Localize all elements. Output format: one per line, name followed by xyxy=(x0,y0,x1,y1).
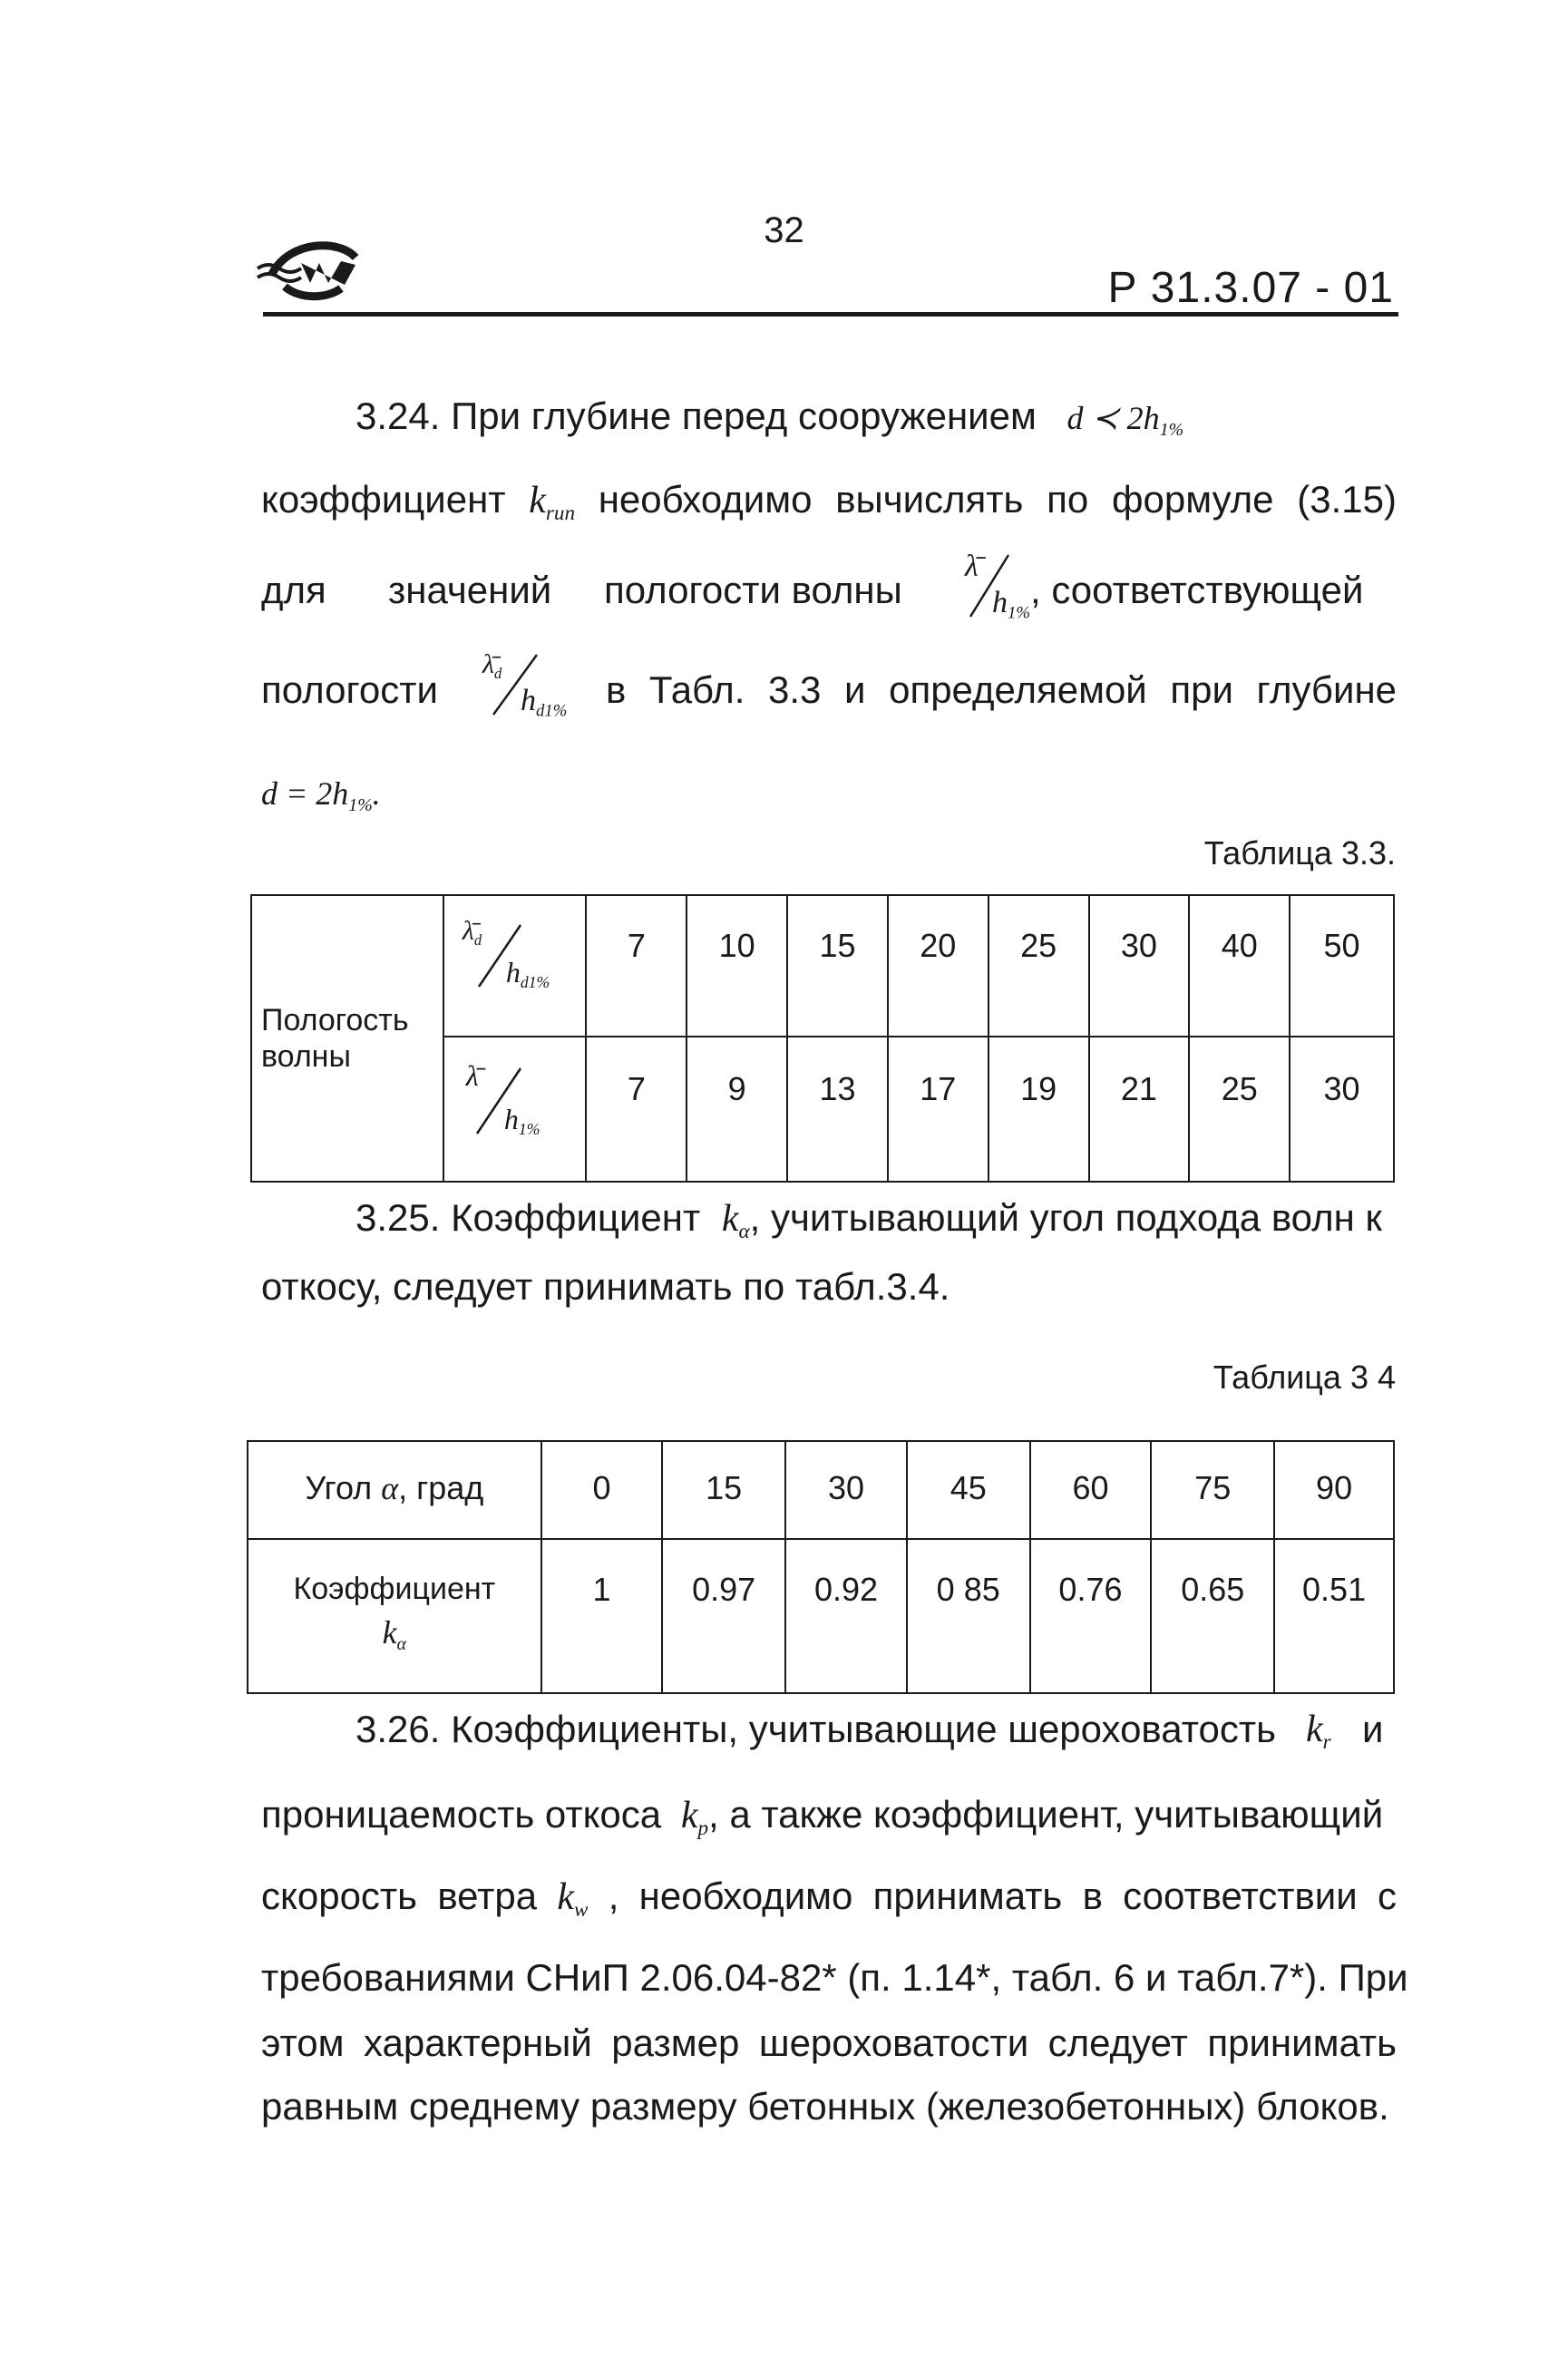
value-cell: 40 xyxy=(1189,895,1290,1037)
angle-cell: 0 xyxy=(541,1441,663,1539)
value-cell: 50 xyxy=(1290,895,1394,1037)
organization-logo-icon xyxy=(254,238,372,301)
angle-cell: 15 xyxy=(662,1441,785,1539)
angle-cell: 90 xyxy=(1274,1441,1394,1539)
value-cell: 7 xyxy=(586,1037,687,1182)
k-p-symbol: $k_p$ xyxy=(680,1795,709,1840)
coefficient-cell: 0.92 xyxy=(785,1539,907,1693)
k-w-symbol: $k_w$ xyxy=(557,1876,589,1922)
angle-cell: 75 xyxy=(1151,1441,1274,1539)
para-3-25-line-2: откосу, следует принимать по табл.3.4. xyxy=(261,1265,950,1308)
coefficient-cell: 0 85 xyxy=(907,1539,1030,1693)
table-3-3 xyxy=(250,894,1395,1183)
k-run-symbol: $k_{run}$ xyxy=(529,480,575,525)
value-cell: 25 xyxy=(1189,1037,1290,1182)
para-3-26-line-3: скорость ветра $k_w$ , необходимо принимать в соответствии с xyxy=(261,1875,1397,1922)
table-3-4-row-angle xyxy=(248,1441,1394,1539)
page-number: 32 xyxy=(764,210,804,250)
para-3-26-line-5: этом характерный размер шероховатости следует принимать xyxy=(261,2021,1397,2064)
para-3-26-line-6: равным среднему размеру бетонных (железобетонных) блоков. xyxy=(261,2085,1389,2128)
coefficient-cell: 0.51 xyxy=(1274,1539,1394,1693)
value-cell: 15 xyxy=(787,895,888,1037)
coefficient-cell: 0.65 xyxy=(1151,1539,1274,1693)
k-r-symbol: $k_r$ xyxy=(1306,1709,1331,1754)
value-cell: 30 xyxy=(1290,1037,1394,1182)
alpha-symbol: α xyxy=(381,1470,399,1506)
value-cell: 20 xyxy=(888,895,989,1037)
value-cell: 25 xyxy=(989,895,1089,1037)
para-3-24-line-2: коэффициент $k_{run}$ необходимо вычислять по формуле (3.15) xyxy=(261,478,1397,525)
value-cell: 17 xyxy=(888,1037,989,1182)
para-3-24-line-3: для значений пологости волны λ̄ $h_{1\%}$ , соответствующей xyxy=(261,571,1397,659)
para-3-26-line-4: требованиями СНиП 2.06.04-82* (п. 1.14*, табл. 6 и табл.7*). При xyxy=(261,1956,1408,1999)
table-3-4-caption: Таблица 3 4 xyxy=(1213,1359,1396,1396)
coefficient-cell: 1 xyxy=(541,1539,663,1693)
table-3-4-row-coefficient xyxy=(248,1539,1394,1693)
value-cell: 19 xyxy=(989,1037,1089,1182)
angle-cell: 30 xyxy=(785,1441,907,1539)
row-label-cell: Пологость волны xyxy=(251,895,443,1182)
depth-condition-formula: d ≺ $2h_{1\%}$ xyxy=(1066,400,1184,440)
header-rule xyxy=(263,312,1398,317)
coefficient-header-cell: Коэффициент $k_\alpha$ xyxy=(248,1539,541,1693)
coefficient-cell: 0.97 xyxy=(662,1539,785,1693)
table-3-3-caption: Таблица 3.3. xyxy=(1203,834,1396,872)
para-3-25-line-1: 3.25. Коэффициент $k_\alpha$, учитывающий угол подхода волн к xyxy=(355,1196,1382,1243)
coefficient-cell: 0.76 xyxy=(1030,1539,1152,1693)
value-cell: 9 xyxy=(687,1037,787,1182)
angle-header-cell: Угол α, град xyxy=(248,1441,541,1539)
table-3-4 xyxy=(247,1440,1395,1694)
steepness-fraction: λ̄ $h_{1\%}$ xyxy=(965,550,1030,623)
para-3-26-line-2: проницаемость откоса $k_p$, а также коэффициент, учитывающий xyxy=(261,1793,1384,1840)
document-code: Р 31.3.07 - 01 xyxy=(1107,264,1394,312)
para-3-24-line-4: пологости $\lambdā_d$ $h_{d1\%}$ в Табл. 3.3 и определяемой при глубине xyxy=(261,671,1397,759)
value-cell: 13 xyxy=(787,1037,888,1182)
k-alpha-symbol: $k_\alpha$ xyxy=(721,1198,750,1243)
symbol-cell-lambda-d: $\lambdā_d$ $h_{d1\%}$ xyxy=(443,895,587,1037)
table-3-3-row-1 xyxy=(251,895,1394,1037)
angle-cell: 45 xyxy=(907,1441,1030,1539)
depth-equals-formula: $d = 2h_{1\%}$. xyxy=(261,775,381,815)
value-cell: 7 xyxy=(586,895,687,1037)
para-3-24-line-1: 3.24. При глубине перед сооружением d ≺ $2h_{1\%}$ xyxy=(355,394,1184,440)
k-alpha-symbol: $k_\alpha$ xyxy=(382,1614,407,1654)
steepness-d-fraction: $\lambdā_d$ $h_{d1\%}$ xyxy=(482,649,568,721)
value-cell: 10 xyxy=(687,895,787,1037)
symbol-cell-lambda: λ̄ $h_{1\%}$ xyxy=(443,1037,587,1182)
angle-cell: 60 xyxy=(1030,1441,1152,1539)
value-cell: 30 xyxy=(1089,895,1190,1037)
value-cell: 21 xyxy=(1089,1037,1190,1182)
para-3-24-line-5 xyxy=(261,773,1397,824)
